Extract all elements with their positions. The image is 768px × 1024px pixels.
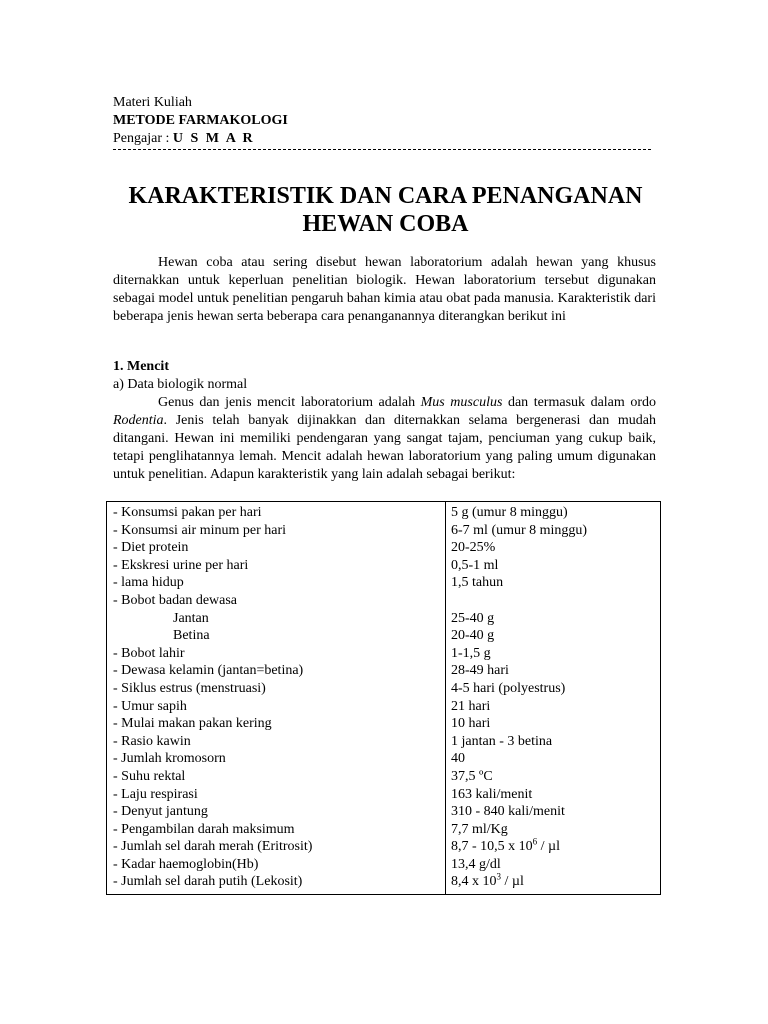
course-material-label: Materi Kuliah: [113, 95, 192, 110]
table-row: [107, 786, 661, 804]
parameter-cell: - Rasio kawin: [107, 733, 446, 751]
parameter-cell: - Denyut jantung: [107, 803, 446, 821]
parameter-cell: - Pengambilan darah maksimum: [107, 821, 446, 839]
table-row: [107, 733, 661, 751]
value-cell: 163 kali/menit: [451, 786, 533, 802]
table-row: [107, 522, 661, 540]
parameter-cell: - Ekskresi urine per hari: [107, 557, 446, 575]
table-row: [107, 873, 661, 894]
parameter-cell: Betina: [107, 627, 446, 645]
parameter-cell: - Umur sapih: [107, 698, 446, 716]
value-cell: 7,7 ml/Kg: [451, 821, 508, 837]
value-cell: 20-25%: [451, 540, 496, 556]
value-cell: 1 jantan - 3 betina: [451, 733, 553, 749]
value-cell: [446, 838, 661, 856]
parameter-cell: - Jumlah sel darah putih (Lekosit): [107, 873, 446, 894]
mencit-text-c: . Jenis telah banyak dijinakkan dan diternakkan selama bergenerasi dan mudah ditangani. Hewan ini memiliki pendengaran yang sangat tajam, penciuman yang cukup baik, tetapi penglihatannya lemah. Mencit adalah hewan laboratorium yang paling umum digunakan untuk penelitian. Adapun karakteristik yang lain adalah sebagai berikut:: [113, 413, 656, 482]
biologic-data-table: [106, 501, 661, 895]
value-cell: 21 hari: [451, 698, 491, 714]
value-unit: / µl: [537, 839, 561, 855]
teacher-label: Pengajar :: [113, 131, 173, 146]
table-row: [107, 627, 661, 645]
table-row: [107, 574, 661, 592]
table-row: [107, 856, 661, 874]
value-cell: [446, 873, 661, 894]
value-cell: 40: [451, 751, 465, 767]
parameter-cell: - Bobot badan dewasa: [107, 592, 446, 610]
parameter-cell: - Mulai makan pakan kering: [107, 715, 446, 733]
parameter-cell: Jantan: [107, 610, 446, 628]
value-cell: 1,5 tahun: [451, 575, 504, 591]
order-name: Rodentia: [113, 413, 164, 428]
parameter-cell: - Siklus estrus (menstruasi): [107, 680, 446, 698]
table-row: [107, 838, 661, 856]
table-row: [107, 803, 661, 821]
value-cell: 0,5-1 ml: [451, 557, 499, 573]
value-base: 8,7 - 10,5 x 10: [451, 839, 533, 855]
teacher-line: [113, 130, 658, 148]
value-cell: 25-40 g: [451, 610, 495, 626]
parameter-cell: - Konsumsi air minum per hari: [107, 522, 446, 540]
value-exponent: 6: [532, 836, 538, 847]
course-title: METODE FARMAKOLOGI: [113, 113, 288, 128]
intro-text: Hewan coba atau sering disebut hewan laboratorium adalah hewan yang khusus diternakkan untuk keperluan penelitian biologik. Hewan laboratorium tersebut digunakan sebagai model untuk penelitian pengaruh bahan kimia atau obat pada manusia. Karakteristik dari beberapa jenis hewan serta beberapa cara penanganannya diterangkan berikut ini: [113, 255, 656, 324]
table-row: [107, 698, 661, 716]
table-row: [107, 610, 661, 628]
table-row: [107, 821, 661, 839]
table-row: [107, 662, 661, 680]
value-cell: 6-7 ml (umur 8 minggu): [451, 522, 588, 538]
table-row: [107, 768, 661, 786]
parameter-cell: - Jumlah kromosorn: [107, 750, 446, 768]
value-base: 8,4 x 10: [451, 874, 497, 890]
value-cell: 13,4 g/dl: [451, 856, 501, 872]
value-exponent: 3: [496, 871, 501, 882]
mencit-paragraph: [113, 394, 656, 484]
parameter-cell: - Konsumsi pakan per hari: [107, 502, 446, 522]
table-row: [107, 502, 661, 522]
value-unit: / µl: [501, 874, 524, 890]
document-header: [113, 94, 658, 148]
parameter-cell: - Laju respirasi: [107, 786, 446, 804]
intro-paragraph: [113, 254, 656, 326]
table-row: [107, 680, 661, 698]
value-cell: 1-1,5 g: [451, 645, 491, 661]
page-title: KARAKTERISTIK DAN CARA PENANGANAN HEWAN COBA: [128, 183, 643, 237]
table-row: [107, 592, 661, 610]
value-cell: 37,5 ºC: [451, 768, 493, 784]
table-body: [107, 502, 661, 895]
dashed-separator: [113, 149, 651, 150]
table-row: [107, 645, 661, 663]
teacher-name: U S M A R: [172, 131, 255, 146]
parameter-cell: - Kadar haemoglobin(Hb): [107, 856, 446, 874]
value-cell: [446, 592, 661, 610]
table-row: [107, 715, 661, 733]
parameter-cell: - Dewasa kelamin (jantan=betina): [107, 662, 446, 680]
section-heading: 1. Mencit: [113, 359, 169, 374]
value-cell: 4-5 hari (polyestrus): [451, 680, 566, 696]
table-row: [107, 750, 661, 768]
parameter-cell: - Jumlah sel darah merah (Eritrosit): [107, 838, 446, 856]
parameter-cell: - Suhu rektal: [107, 768, 446, 786]
table-row: [107, 539, 661, 557]
value-cell: 20-40 g: [451, 628, 495, 644]
parameter-cell: - Diet protein: [107, 539, 446, 557]
parameter-cell: - Bobot lahir: [107, 645, 446, 663]
parameter-cell: - lama hidup: [107, 574, 446, 592]
species-name: Mus musculus: [420, 395, 503, 410]
subsection-heading: a) Data biologik normal: [113, 377, 248, 392]
mencit-text-b: dan termasuk dalam ordo: [502, 395, 656, 410]
mencit-text-a: Genus dan jenis mencit laboratorium adalah: [158, 395, 421, 410]
value-cell: 310 - 840 kali/menit: [451, 804, 565, 820]
table-row: [107, 557, 661, 575]
value-cell: 5 g (umur 8 minggu): [451, 505, 568, 520]
value-cell: 10 hari: [451, 716, 491, 732]
value-cell: 28-49 hari: [451, 663, 509, 679]
